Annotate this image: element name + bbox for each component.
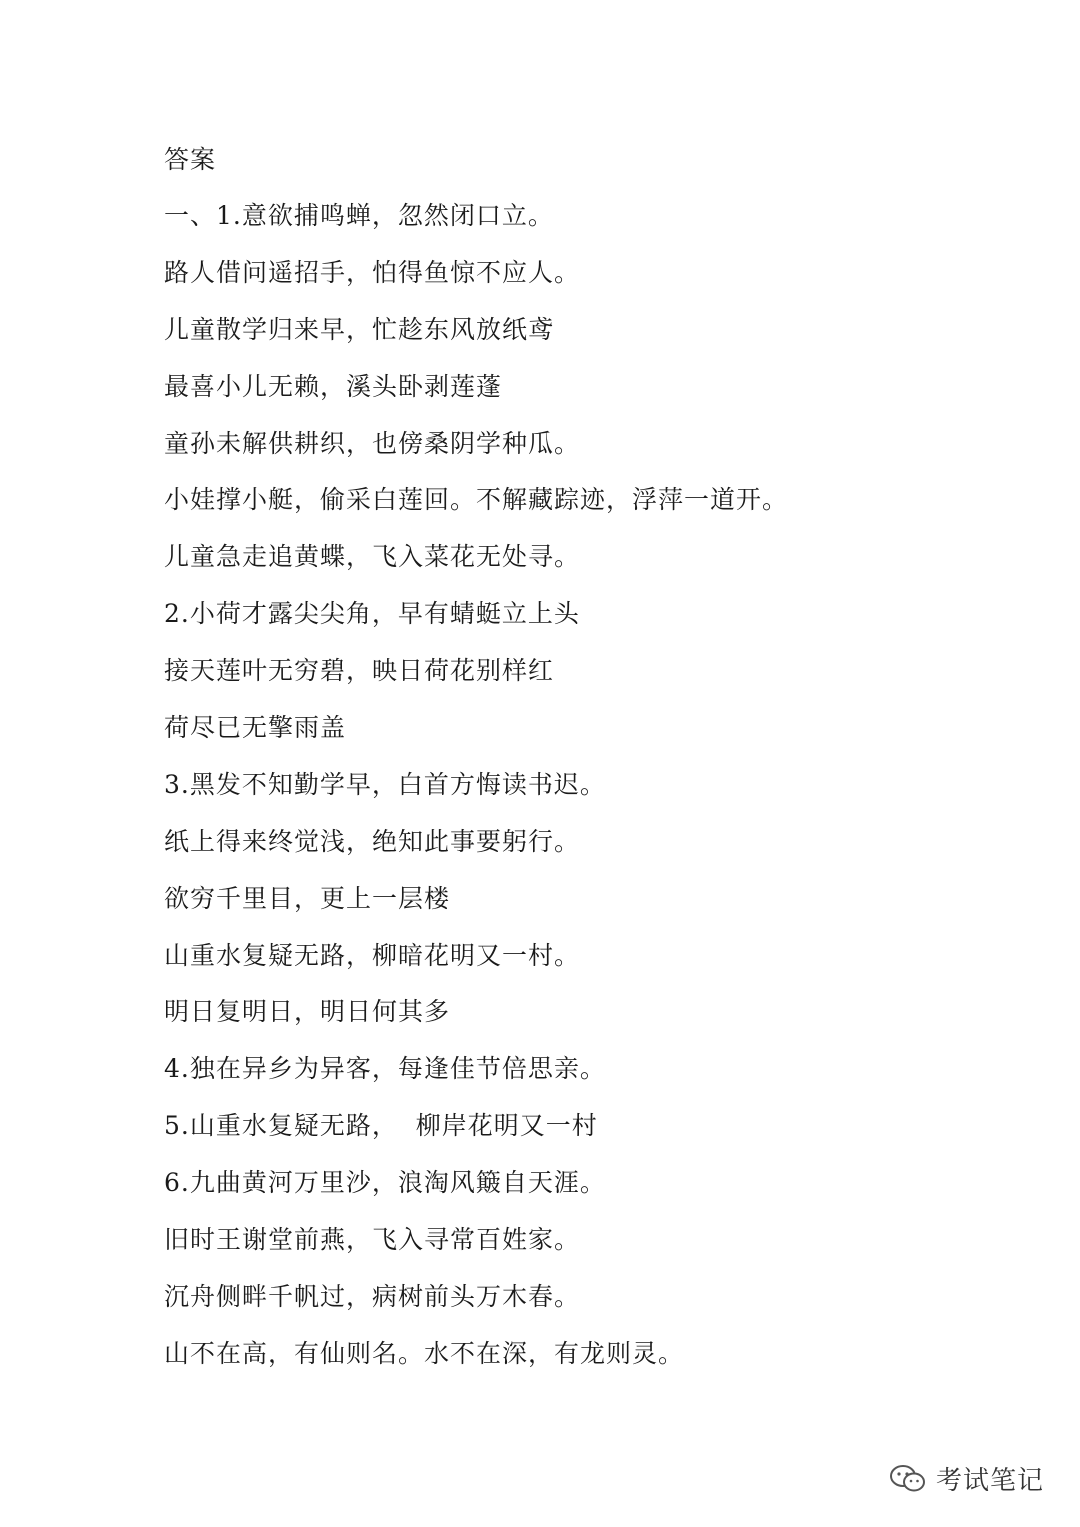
answer-line: 沉舟侧畔千帆过，病树前头万木春。 (164, 1281, 581, 1311)
answer-line: 接天莲叶无穷碧，映日荷花别样红 (164, 656, 555, 686)
answer-line: 一、1.意欲捕鸣蝉，忽然闭口立。 (164, 201, 554, 230)
answer-line: 童孙未解供耕织，也傍桑阴学种瓜。 (164, 428, 581, 458)
answer-line: 山不在高，有仙则名。水不在深，有龙则灵。 (164, 1338, 685, 1368)
answer-line: 山重水复疑无路，柳暗花明又一村。 (164, 940, 581, 970)
answer-line: 2.小荷才露尖尖角，早有蜻蜓立上头 (164, 599, 580, 629)
answer-line: 荷尽已无擎雨盖 (164, 713, 347, 743)
answer-heading: 答案 (164, 145, 217, 174)
answer-line: 5.山重水复疑无路， 柳岸花明又一村 (164, 1111, 598, 1141)
answer-line: 明日复明日，明日何其多 (164, 997, 451, 1027)
answer-line: 小娃撑小艇，偷采白莲回。不解藏踪迹，浮萍一道开。 (164, 485, 789, 515)
answer-line: 最喜小儿无赖，溪头卧剥莲蓬 (164, 371, 503, 401)
answer-line: 纸上得来终觉浅，绝知此事要躬行。 (164, 826, 581, 856)
watermark-text: 考试笔记 (935, 1466, 1044, 1496)
answer-lines (164, 196, 788, 1391)
answer-line: 旧时王谢堂前燕，飞入寻常百姓家。 (164, 1225, 581, 1255)
answer-line: 6.九曲黄河万里沙，浪淘风簸自天涯。 (164, 1168, 606, 1198)
answer-line: 路人借问遥招手，怕得鱼惊不应人。 (164, 257, 581, 287)
answer-line: 4.独在异乡为异客，每逢佳节倍思亲。 (164, 1054, 606, 1084)
watermark (888, 1460, 1044, 1497)
answer-line: 欲穷千里目，更上一层楼 (164, 883, 451, 913)
answer-line: 儿童急走追黄蝶，飞入菜花无处寻。 (164, 542, 581, 572)
answer-line: 儿童散学归来早，忙趁东风放纸鸢 (164, 314, 555, 344)
answer-line: 3.黑发不知勤学早，白首方悔读书迟。 (164, 769, 606, 799)
wechat-icon (888, 1464, 928, 1494)
